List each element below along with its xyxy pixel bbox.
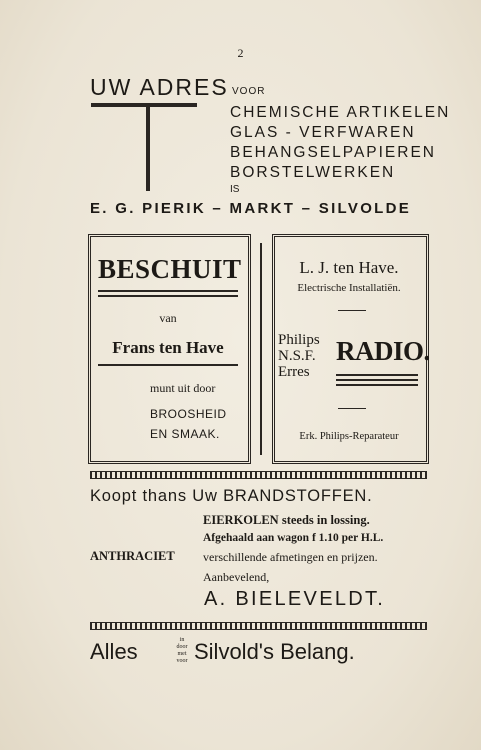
- beschuit-smaak: EN SMAAK.: [150, 427, 220, 441]
- center-divider: [260, 243, 262, 455]
- is-label: IS: [230, 184, 240, 195]
- product-line-4: BORSTELWERKEN: [230, 164, 396, 181]
- beschuit-van: van: [159, 311, 177, 325]
- radio-title: RADIO.: [336, 336, 430, 366]
- bieleveldt-eierkolen: EIERKOLEN steeds in lossing.: [203, 513, 370, 527]
- beschuit-title: BESCHUIT: [98, 254, 242, 284]
- slogan-small-met: met: [177, 651, 187, 657]
- t-logo-stem: [146, 103, 150, 191]
- slogan-small-voor: voor: [176, 658, 188, 664]
- beschuit-rule-3: [98, 364, 238, 366]
- product-line-3: BEHANGSELPAPIEREN: [230, 144, 436, 161]
- slogan-small-in: in: [179, 637, 185, 643]
- uw-adres-heading: UW ADRES: [90, 74, 229, 100]
- brand-erres: Erres: [278, 364, 310, 380]
- bieleveldt-headline: Koopt thans Uw BRANDSTOFFEN.: [90, 487, 373, 505]
- beschuit-munt: munt uit door: [150, 381, 216, 395]
- radio-rule-2: [336, 379, 418, 381]
- t-logo-bar: [91, 103, 197, 107]
- beschuit-rule-2: [98, 295, 238, 297]
- decorative-border-top: [90, 471, 427, 479]
- brand-nsf: N.S.F.: [278, 348, 316, 364]
- slogan-alles: Alles: [90, 639, 138, 664]
- beschuit-rule-1: [98, 290, 238, 292]
- slogan-silvold: Silvold's Belang.: [194, 639, 355, 664]
- pierik-address: E. G. PIERIK – MARKT – SILVOLDE: [90, 200, 412, 217]
- product-line-1: CHEMISCHE ARTIKELEN: [230, 104, 451, 121]
- bieleveldt-afgehaald: Afgehaald aan wagon f 1.10 per H.L.: [203, 532, 384, 544]
- product-line-2: GLAS - VERFWAREN: [230, 124, 416, 141]
- radio-ad-owner: L. J. ten Have.: [299, 258, 399, 277]
- radio-ad-service: Electrische Installatiën.: [297, 282, 401, 294]
- beschuit-broosheid: BROOSHEID: [150, 407, 227, 421]
- brand-philips: Philips: [278, 332, 320, 348]
- voor-label: VOOR: [232, 86, 266, 97]
- decorative-border-bottom: [90, 622, 427, 630]
- radio-dash-1: [338, 310, 366, 311]
- radio-dash-2: [338, 408, 366, 409]
- bieleveldt-name: A. BIELEVELDT.: [204, 588, 386, 610]
- radio-erk: Erk. Philips-Reparateur: [299, 431, 399, 442]
- bieleveldt-anthraciet: ANTHRACIET: [90, 549, 175, 563]
- radio-rule-1: [336, 374, 418, 376]
- bieleveldt-aanbevelend: Aanbevelend,: [203, 570, 270, 584]
- beschuit-maker: Frans ten Have: [112, 338, 224, 357]
- bieleveldt-verschillende: verschillende afmetingen en prijzen.: [203, 550, 378, 564]
- slogan-small-door: door: [176, 644, 188, 650]
- radio-rule-3: [336, 384, 418, 386]
- page-number: 2: [237, 46, 244, 60]
